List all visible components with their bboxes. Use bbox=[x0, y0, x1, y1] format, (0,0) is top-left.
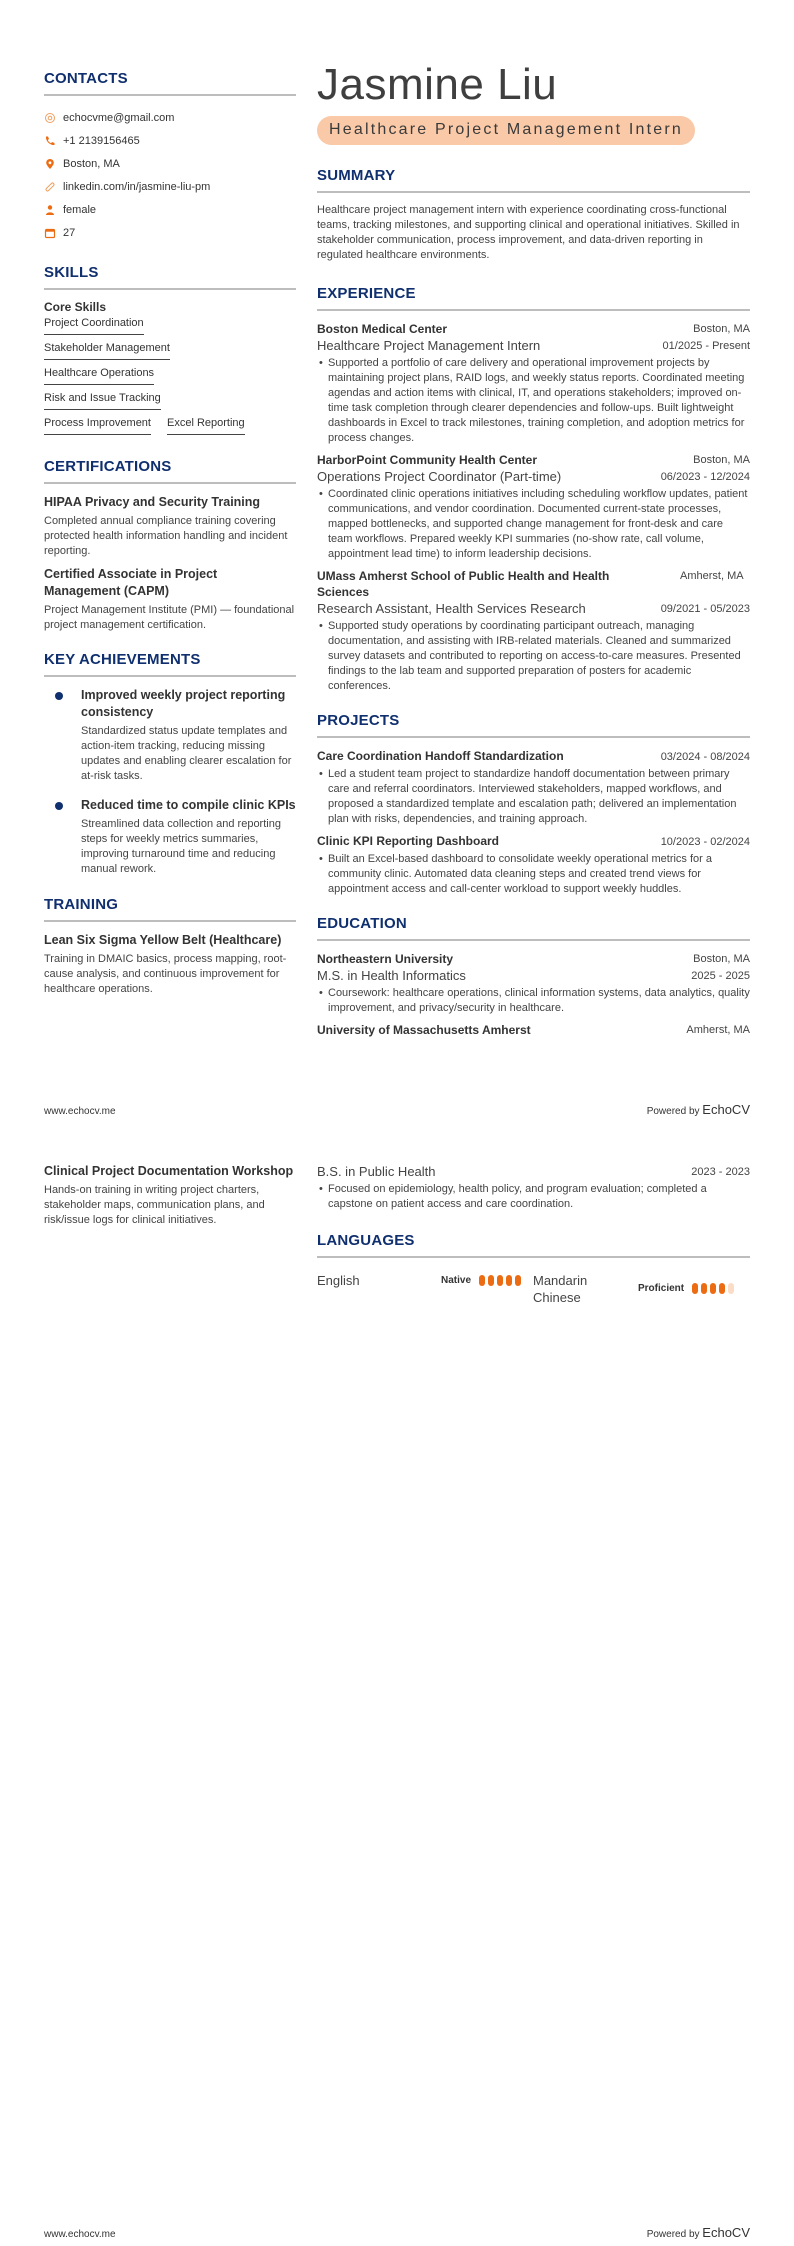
contact-email[interactable] bbox=[44, 106, 296, 129]
summary-section bbox=[317, 167, 750, 263]
job-title: Research Assistant, Health Services Research bbox=[317, 601, 586, 616]
right-column-continued bbox=[317, 1163, 750, 1306]
achievements-section bbox=[44, 651, 296, 884]
school-location: Amherst, MA bbox=[686, 1024, 750, 1036]
job-bullet: • Supported study operations by coordinating participant outreach, managing documentation, and assisting with IRB-related materials. Cleaned and summarized survey datasets and contributed to reporting on access-to-care measures. Presented findings to the lab team and supported preparation of posters for academic conferences. bbox=[319, 620, 741, 692]
skills-heading: SKILLS bbox=[44, 264, 296, 290]
project-item bbox=[317, 748, 750, 827]
link-icon bbox=[44, 181, 56, 193]
job-title: Operations Project Coordinator (Part-time) bbox=[317, 469, 562, 484]
footer-powered-by: Powered by EchoCV bbox=[646, 1102, 750, 1117]
pip-filled-icon bbox=[719, 1283, 725, 1294]
footer-website-link[interactable]: www.echocv.me bbox=[44, 2229, 116, 2240]
job-dates: 06/2023 - 12/2024 bbox=[660, 471, 750, 483]
skills-section bbox=[44, 264, 296, 442]
education-bullet: • Coursework: healthcare operations, clinical information systems, data analytics, quality improvement, and privacy/security in healthcare. bbox=[319, 987, 750, 1014]
footer-powered-by: Powered by EchoCV bbox=[646, 2225, 750, 2240]
achievements-heading: KEY ACHIEVEMENTS bbox=[44, 651, 296, 677]
school-name: University of Massachusetts Amherst bbox=[317, 1023, 531, 1037]
bullet-dot-icon bbox=[55, 802, 63, 810]
certification-title: HIPAA Privacy and Security Training bbox=[44, 495, 261, 509]
pip-filled-icon bbox=[488, 1275, 494, 1286]
employer-location: Amherst, MA bbox=[680, 570, 744, 582]
experience-section bbox=[317, 285, 750, 694]
training-title: Lean Six Sigma Yellow Belt (Healthcare) bbox=[44, 933, 282, 947]
project-dates: 10/2023 - 02/2024 bbox=[660, 836, 750, 848]
pip-filled-icon bbox=[515, 1275, 521, 1286]
language-level: Native bbox=[441, 1275, 472, 1286]
pip-filled-icon bbox=[506, 1275, 512, 1286]
employer-name: HarborPoint Community Health Center bbox=[317, 453, 538, 467]
certification-title: Certified Associate in Project Management (CAPM) bbox=[44, 567, 218, 598]
contacts-section bbox=[44, 70, 296, 244]
training-item bbox=[44, 932, 296, 997]
contacts-heading: CONTACTS bbox=[44, 70, 296, 96]
degree: M.S. in Health Informatics bbox=[317, 968, 466, 983]
projects-heading: PROJECTS bbox=[317, 712, 750, 738]
calendar-icon bbox=[44, 227, 56, 239]
project-name: Care Coordination Handoff Standardization bbox=[317, 749, 564, 763]
skill-tag: Project Coordination bbox=[44, 317, 144, 335]
contact-gender bbox=[44, 198, 296, 221]
language-proficiency bbox=[441, 1272, 521, 1289]
skills-list bbox=[44, 317, 296, 442]
achievement-title: Reduced time to compile clinic KPIs bbox=[81, 798, 296, 812]
education-item-continued bbox=[317, 1163, 750, 1212]
language-item bbox=[317, 1272, 533, 1289]
job-dates: 01/2025 - Present bbox=[662, 340, 750, 352]
at-icon bbox=[44, 112, 56, 124]
pip-filled-icon bbox=[479, 1275, 485, 1286]
achievement-desc: Standardized status update templates and action-item tracking, reducing missing updates and enabling clearer escalation for at-risk tasks. bbox=[81, 725, 292, 782]
skill-tag: Excel Reporting bbox=[167, 417, 245, 435]
job-dates: 09/2021 - 05/2023 bbox=[660, 603, 750, 615]
employer-location: Boston, MA bbox=[693, 323, 750, 335]
page-footer bbox=[44, 1102, 750, 1117]
summary-text: Healthcare project management intern with experience coordinating cross-functional teams, tracking milestones, and supporting clinical and operational initiatives. Skilled in stakeholder communication, process improvement, and data-driven reporting in regulated healthcare environments. bbox=[317, 204, 740, 261]
age-text: 27 bbox=[63, 226, 76, 239]
degree: B.S. in Public Health bbox=[317, 1164, 436, 1179]
certification-desc: Completed annual compliance training covering protected health information handling and incident reporting. bbox=[44, 515, 288, 557]
pip-empty-icon bbox=[728, 1283, 734, 1294]
language-proficiency bbox=[638, 1280, 734, 1297]
footer-website-link[interactable]: www.echocv.me bbox=[44, 1106, 116, 1117]
education-item bbox=[317, 1022, 750, 1038]
certification-item bbox=[44, 566, 296, 633]
phone-icon bbox=[44, 135, 56, 147]
contact-linkedin[interactable] bbox=[44, 175, 296, 198]
certification-item bbox=[44, 494, 296, 559]
pip-filled-icon bbox=[701, 1283, 707, 1294]
language-level: Proficient bbox=[638, 1283, 685, 1294]
projects-section bbox=[317, 712, 750, 897]
pip-filled-icon bbox=[710, 1283, 716, 1294]
role-badge: Healthcare Project Management Intern bbox=[317, 116, 695, 145]
person-icon bbox=[44, 204, 56, 216]
left-column-continued bbox=[44, 1163, 296, 1235]
training-title: Clinical Project Documentation Workshop bbox=[44, 1164, 294, 1178]
experience-heading: EXPERIENCE bbox=[317, 285, 750, 311]
education-bullet: • Focused on epidemiology, health policy, and program evaluation; completed a capstone on patient access and care coordination. bbox=[319, 1183, 707, 1210]
school-name: Northeastern University bbox=[317, 952, 454, 966]
pip-filled-icon bbox=[692, 1283, 698, 1294]
project-dates: 03/2024 - 08/2024 bbox=[660, 751, 750, 763]
proficiency-pips bbox=[692, 1283, 734, 1294]
page-footer bbox=[44, 2225, 750, 2240]
skill-group-title: Core Skills bbox=[44, 300, 107, 314]
footer-brand: EchoCV bbox=[702, 2225, 750, 2240]
education-dates: 2023 - 2023 bbox=[691, 1166, 750, 1178]
language-name: English bbox=[317, 1273, 360, 1288]
job-bullet: • Coordinated clinic operations initiatives including scheduling workflow updates, patient communications, and vendor coordination. Documented current-state processes, mapped bottlenecks, and supported change management for front-desk and care team workflows. Prepared weekly KPI summaries (no-show rate, call volume, appointment lead time) to inform leadership decisions. bbox=[319, 488, 748, 560]
resume-page-2 bbox=[0, 1123, 794, 2246]
location-pin-icon bbox=[44, 158, 56, 170]
achievement-item bbox=[44, 797, 296, 884]
employer-name: Boston Medical Center bbox=[317, 322, 448, 336]
employer-name: UMass Amherst School of Public Health and Health Sciences bbox=[317, 569, 610, 599]
project-item bbox=[317, 833, 750, 897]
summary-heading: SUMMARY bbox=[317, 167, 750, 193]
languages-section bbox=[317, 1232, 750, 1306]
left-column bbox=[44, 70, 296, 1004]
certifications-heading: CERTIFICATIONS bbox=[44, 458, 296, 484]
project-bullet: • Built an Excel-based dashboard to consolidate weekly operational metrics for a community clinic. Automated data cleaning steps and created trend views for appointment access and call-center workload to support weekly huddles. bbox=[319, 853, 712, 895]
languages-list bbox=[317, 1272, 750, 1306]
education-dates: 2025 - 2025 bbox=[691, 970, 750, 982]
job-bullet: • Supported a portfolio of care delivery and operational improvement projects by maintaining project plans, RAID logs, and weekly status reports. Coordinated meeting agendas and action items with clinical, IT, and operations stakeholders; improved on-time task completion through clearer dependencies and follow-ups. Built lightweight dashboards in Excel to track milestones, training completion, and adoption metrics for process changes. bbox=[319, 357, 745, 444]
language-item bbox=[533, 1272, 734, 1306]
certification-desc: Project Management Institute (PMI) — foundational project management certification. bbox=[44, 604, 295, 631]
languages-heading: LANGUAGES bbox=[317, 1232, 750, 1258]
language-name: Mandarin Chinese bbox=[533, 1273, 588, 1305]
skill-tag: Risk and Issue Tracking bbox=[44, 392, 161, 410]
email-text: echocvme@gmail.com bbox=[63, 111, 175, 124]
achievement-title: Improved weekly project reporting consistency bbox=[81, 688, 286, 719]
training-desc: Hands-on training in writing project charters, stakeholder maps, communication plans, and risk/issue logs for clinical initiatives. bbox=[44, 1184, 265, 1226]
school-location: Boston, MA bbox=[693, 953, 750, 965]
education-heading: EDUCATION bbox=[317, 915, 750, 941]
skill-tag: Stakeholder Management bbox=[44, 342, 170, 360]
experience-item bbox=[317, 452, 750, 562]
achievement-item bbox=[44, 687, 296, 791]
skill-tag: Process Improvement bbox=[44, 417, 151, 435]
pip-filled-icon bbox=[497, 1275, 503, 1286]
contact-location bbox=[44, 152, 296, 175]
linkedin-text: linkedin.com/in/jasmine-liu-pm bbox=[63, 180, 211, 193]
achievement-desc: Streamlined data collection and reporting steps for weekly metrics summaries, improving turnaround time and reducing manual rework. bbox=[81, 818, 281, 875]
gender-text: female bbox=[63, 203, 97, 216]
experience-item bbox=[317, 568, 750, 694]
candidate-name: Jasmine Liu bbox=[317, 60, 558, 109]
project-name: Clinic KPI Reporting Dashboard bbox=[317, 834, 500, 848]
phone-text: +1 2139156465 bbox=[63, 134, 140, 147]
contact-phone[interactable] bbox=[44, 129, 296, 152]
contact-age bbox=[44, 221, 296, 244]
experience-item bbox=[317, 321, 750, 446]
job-title: Healthcare Project Management Intern bbox=[317, 338, 541, 353]
training-heading: TRAINING bbox=[44, 896, 296, 922]
training-section bbox=[44, 896, 296, 997]
employer-location: Boston, MA bbox=[693, 454, 750, 466]
project-bullet: • Led a student team project to standardize handoff documentation between primary care and referral coordinators. Interviewed stakeholders, mapped workflows, and proposed a standardized template and escalation path; delivered an implementation plan with risks, dependencies, and training approach. bbox=[319, 768, 737, 825]
skill-tag: Healthcare Operations bbox=[44, 367, 154, 385]
education-section bbox=[317, 915, 750, 1038]
location-text: Boston, MA bbox=[63, 157, 120, 170]
training-desc: Training in DMAIC basics, process mapping, root-cause analysis, and continuous improvement for healthcare operations. bbox=[44, 953, 287, 995]
certifications-section bbox=[44, 458, 296, 633]
education-item bbox=[317, 951, 750, 1016]
bullet-dot-icon bbox=[55, 692, 63, 700]
footer-brand: EchoCV bbox=[702, 1102, 750, 1117]
proficiency-pips bbox=[479, 1275, 521, 1286]
right-column bbox=[317, 40, 750, 1038]
training-item bbox=[44, 1163, 296, 1228]
